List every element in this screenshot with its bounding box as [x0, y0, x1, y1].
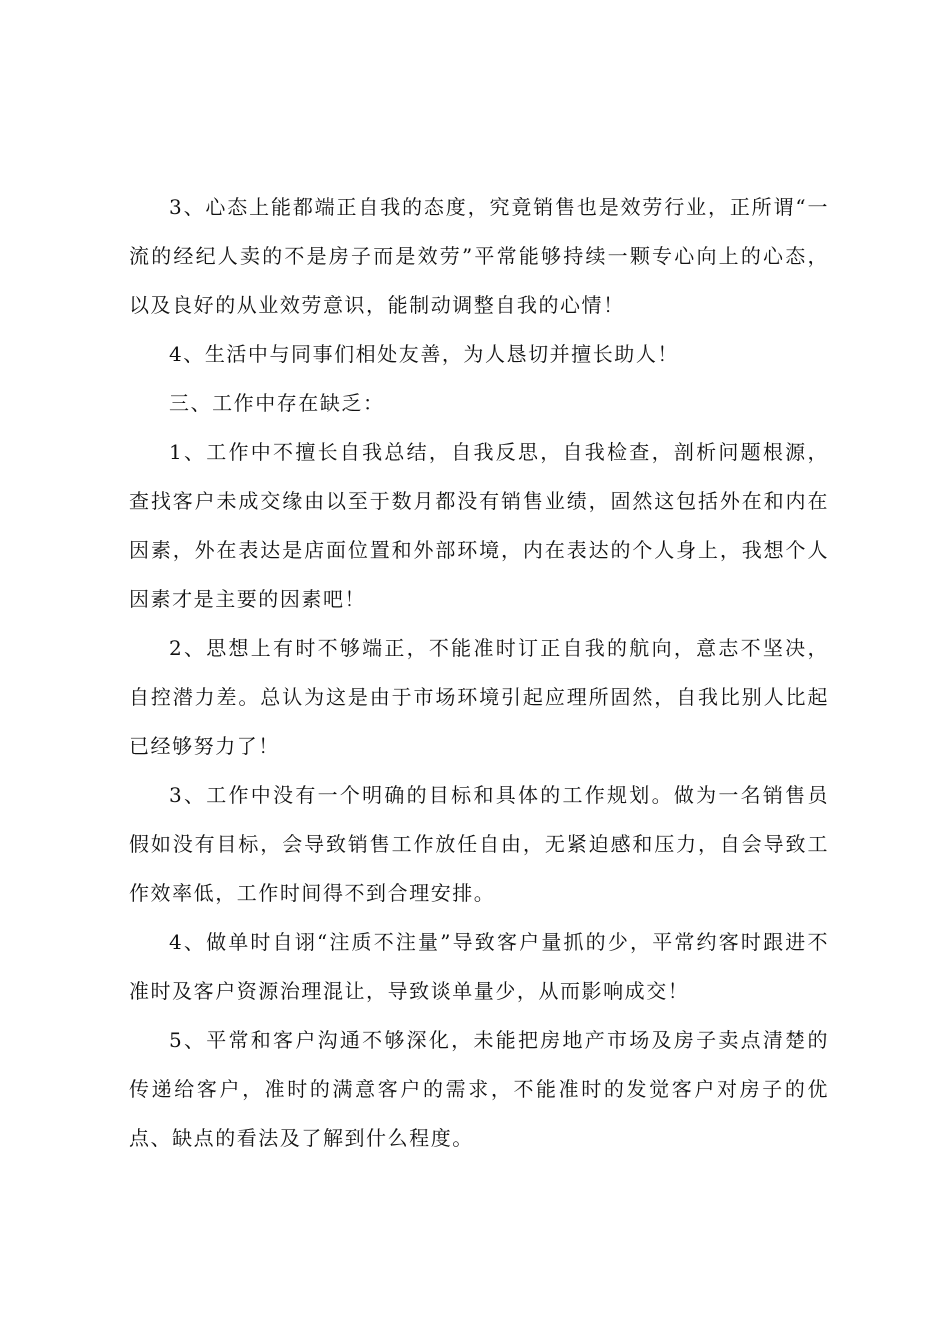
paragraph-client-quantity: 4、做单时自诩“注质不注量”导致客户量抓的少，平常约客时跟进不准时及客户资源治理混让，导致谈单量少，从而影响成交！: [129, 930, 829, 1003]
paragraph-planning: 3、工作中没有一个明确的目标和具体的工作规划。做为一名销售员假如没有目标，会导致销售工作放任自由，无紧迫感和压力，自会导致工作效率低，工作时间得不到合理安排。: [129, 783, 829, 905]
document-body: [129, 183, 829, 1163]
section-heading-shortcomings: 三、工作中存在缺乏：: [169, 391, 385, 415]
paragraph-attitude: 3、心态上能都端正自我的态度，究竟销售也是效劳行业，正所谓“一流的经纪人卖的不是房子而是效劳”平常能够持续一颗专心向上的心态，以及良好的从业效劳意识，能制动调整自我的心情！: [129, 195, 829, 317]
paragraph-self-reflection: 1、工作中不擅长自我总结，自我反思，自我检查，剖析问题根源，查找客户未成交缘由以至于数月都没有销售业绩，固然这包括外在和内在因素，外在表达是店面位置和外部环境，内在表达的个人身上，我想个人因素才是主要的因素吧！: [129, 440, 829, 611]
paragraph-mindset: 2、思想上有时不够端正，不能准时订正自我的航向，意志不坚决，自控潜力差。总认为这是由于市场环境引起应理所固然，自我比别人比起已经够努力了！: [129, 636, 829, 758]
paragraph-communication: 5、平常和客户沟通不够深化，未能把房地产市场及房子卖点清楚的传递给客户，准时的满意客户的需求，不能准时的发觉客户对房子的优点、缺点的看法及了解到什么程度。: [129, 1028, 829, 1150]
paragraph-colleagues: 4、生活中与同事们相处友善，为人恳切并擅长助人！: [169, 342, 679, 366]
